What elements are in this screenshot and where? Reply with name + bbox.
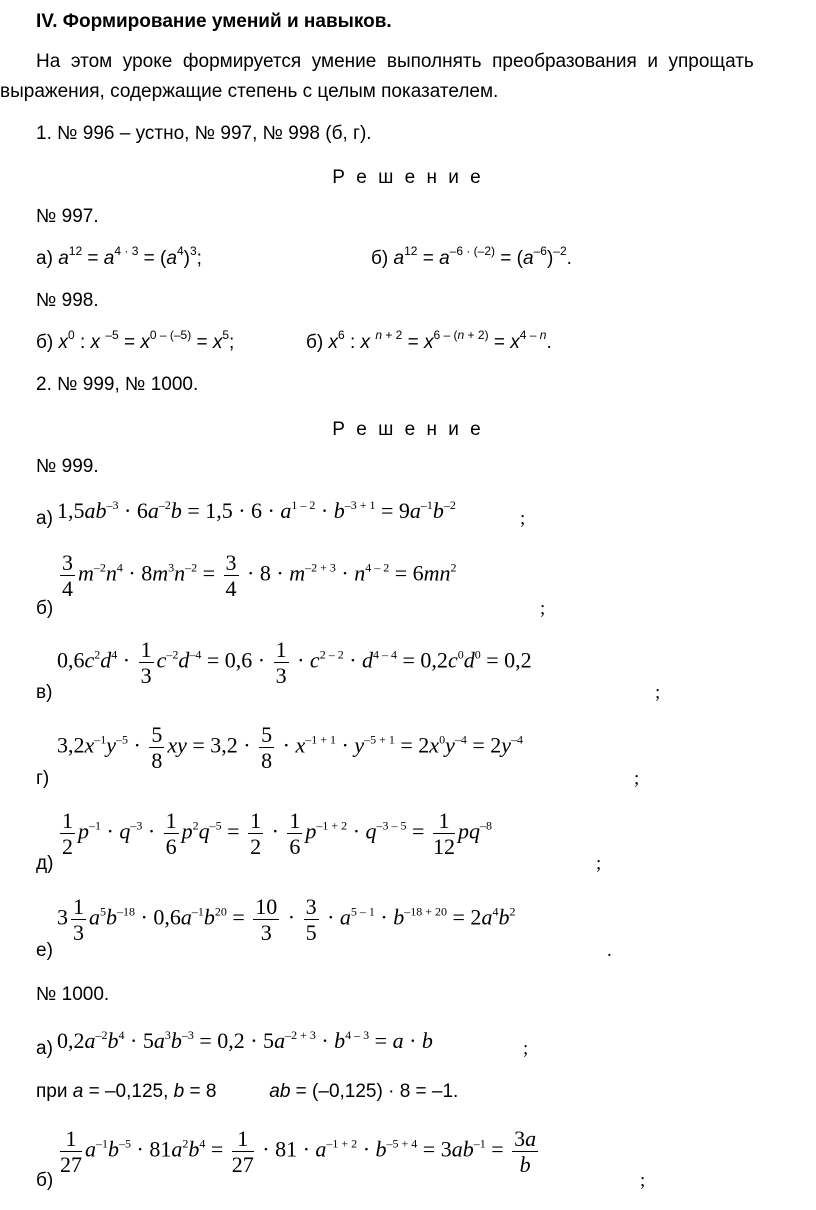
label-v: в) — [36, 682, 53, 703]
solution-heading-2: Р е ш е н и е — [332, 419, 484, 440]
label-a-1000: а) — [36, 1038, 53, 1059]
exercise-1000: № 1000. — [36, 984, 110, 1005]
label-g: г) — [36, 768, 50, 789]
ex997-a: а) $a^{12} = a^{4 \cdot 3} = (a^4)^3$; — [36, 244, 202, 269]
formula-999-a: $1,5ab^{-3} \cdot 6a^{-2}b = 1,5 \cdot 6 \cdot a^{1 - 2} \cdot b^{-3 + 1} = 9a^{-1}b^{-2}$ — [57, 498, 456, 523]
semicolon: ; — [540, 598, 546, 619]
task-1: 1. № 996 – устно, № 997, № 998 (б, г). — [36, 123, 372, 144]
label-b: б) — [36, 598, 54, 619]
solution-heading-1: Р е ш е н и е — [332, 167, 484, 188]
label-e: е) — [36, 940, 53, 961]
ex998-g: б) $x^6$ : x $^{n + 2} = x^{6 - (n + 2)} = x^{4 - n}$. — [306, 328, 552, 353]
semicolon: ; — [523, 1038, 529, 1059]
label-b-1000: б) — [36, 1170, 54, 1191]
label-a: а) — [36, 508, 53, 529]
intro-line-2: выражения, содержащие степень с целым показателем. — [0, 81, 499, 102]
semicolon: ; — [520, 508, 526, 529]
formula-999-g: $3,2x^{-1}y^{-5}$ · $\frac{5}{8}$ xy = 3,2 · $\frac{5}{8}$ · $x^{-1 + 1} \cdot y^{-5 + 1} = 2x^0y^{-4} = 2y^{-4}$ — [57, 722, 524, 773]
task-2: 2. № 999, № 1000. — [36, 374, 199, 395]
exercise-998: № 998. — [36, 290, 99, 311]
formula-999-b: $\frac{3}{4}$ $m^{-2}n^4 \cdot 8m^3n^{-2}$ = $\frac{3}{4}$ · $8 \cdot m^{-2 + 3} \cdot n^{4 - 2} = 6mn^2$ — [62, 550, 457, 601]
semicolon: ; — [655, 682, 661, 703]
formula-999-v: $0,6c^2d^4$ · $\frac{1}{3}$ $c^{-2}d^{-4} = 0,6$ · $\frac{1}{3}$ · $c^{2 - 2} \cdot d^{4 - 4} = 0,2c^0d^0 = 0,2$ — [57, 637, 532, 688]
exercise-997: № 997. — [36, 206, 99, 227]
period: . — [607, 940, 612, 961]
semicolon: ; — [596, 853, 602, 874]
ex998-b: б) $x^0$ : x $^{-5} = x^{0 - (-5)} = x^5$; — [36, 328, 235, 353]
formula-1000-b: $\frac{1}{27}$ $a^{-1}b^{-5} \cdot 81a^2b^4$ = $\frac{1}{27}$ · $81 \cdot a^{-1 + 2} \cdot b^{-5 + 4} = 3ab^{-1}$ = $\frac{3a}{b}$ — [60, 1126, 537, 1177]
semicolon: ; — [634, 768, 640, 789]
ex997-b: б) $a^{12} = a^{-6 \cdot (-2)} = (a^{-6})^{-2}$. — [371, 244, 572, 269]
label-d: д) — [36, 853, 54, 874]
formula-999-d: $\frac{1}{2}$ $p^{-1} \cdot q^{-3}$ · $\frac{1}{6}$ $p^2q^{-5}$ = $\frac{1}{2}$ · $\frac{1}{6}$ $p^{-1 + 2} \cdot q^{-3 - 5}$ = $\frac{1}{12}$ $pq^{-8}$ — [62, 808, 492, 859]
exercise-999: № 999. — [36, 456, 99, 477]
intro-line-1: На этом уроке формируется умение выполнять преобразования и упрощать — [36, 51, 754, 72]
semicolon: ; — [640, 1170, 646, 1191]
substitution-line: при a = –0,125, b = 8 ab = (–0,125) · 8 = –1. — [36, 1081, 459, 1102]
formula-1000-a: $0,2a^{-2}b^4 \cdot 5a^3b^{-3} = 0,2 \cdot 5a^{-2 + 3} \cdot b^{4 - 3} = a \cdot b$ — [57, 1028, 433, 1053]
formula-999-e: 3 $\frac{1}{3}$ $a^5b^{-18} \cdot 0,6a^{-1}b^{20}$ = $\frac{10}{3}$ · $\frac{3}{5}$ · $a^{5 - 1} \cdot b^{-18 + 20} = 2a^4b^2$ — [57, 894, 516, 945]
section-heading: IV. Формирование умений и навыков. — [36, 11, 392, 32]
